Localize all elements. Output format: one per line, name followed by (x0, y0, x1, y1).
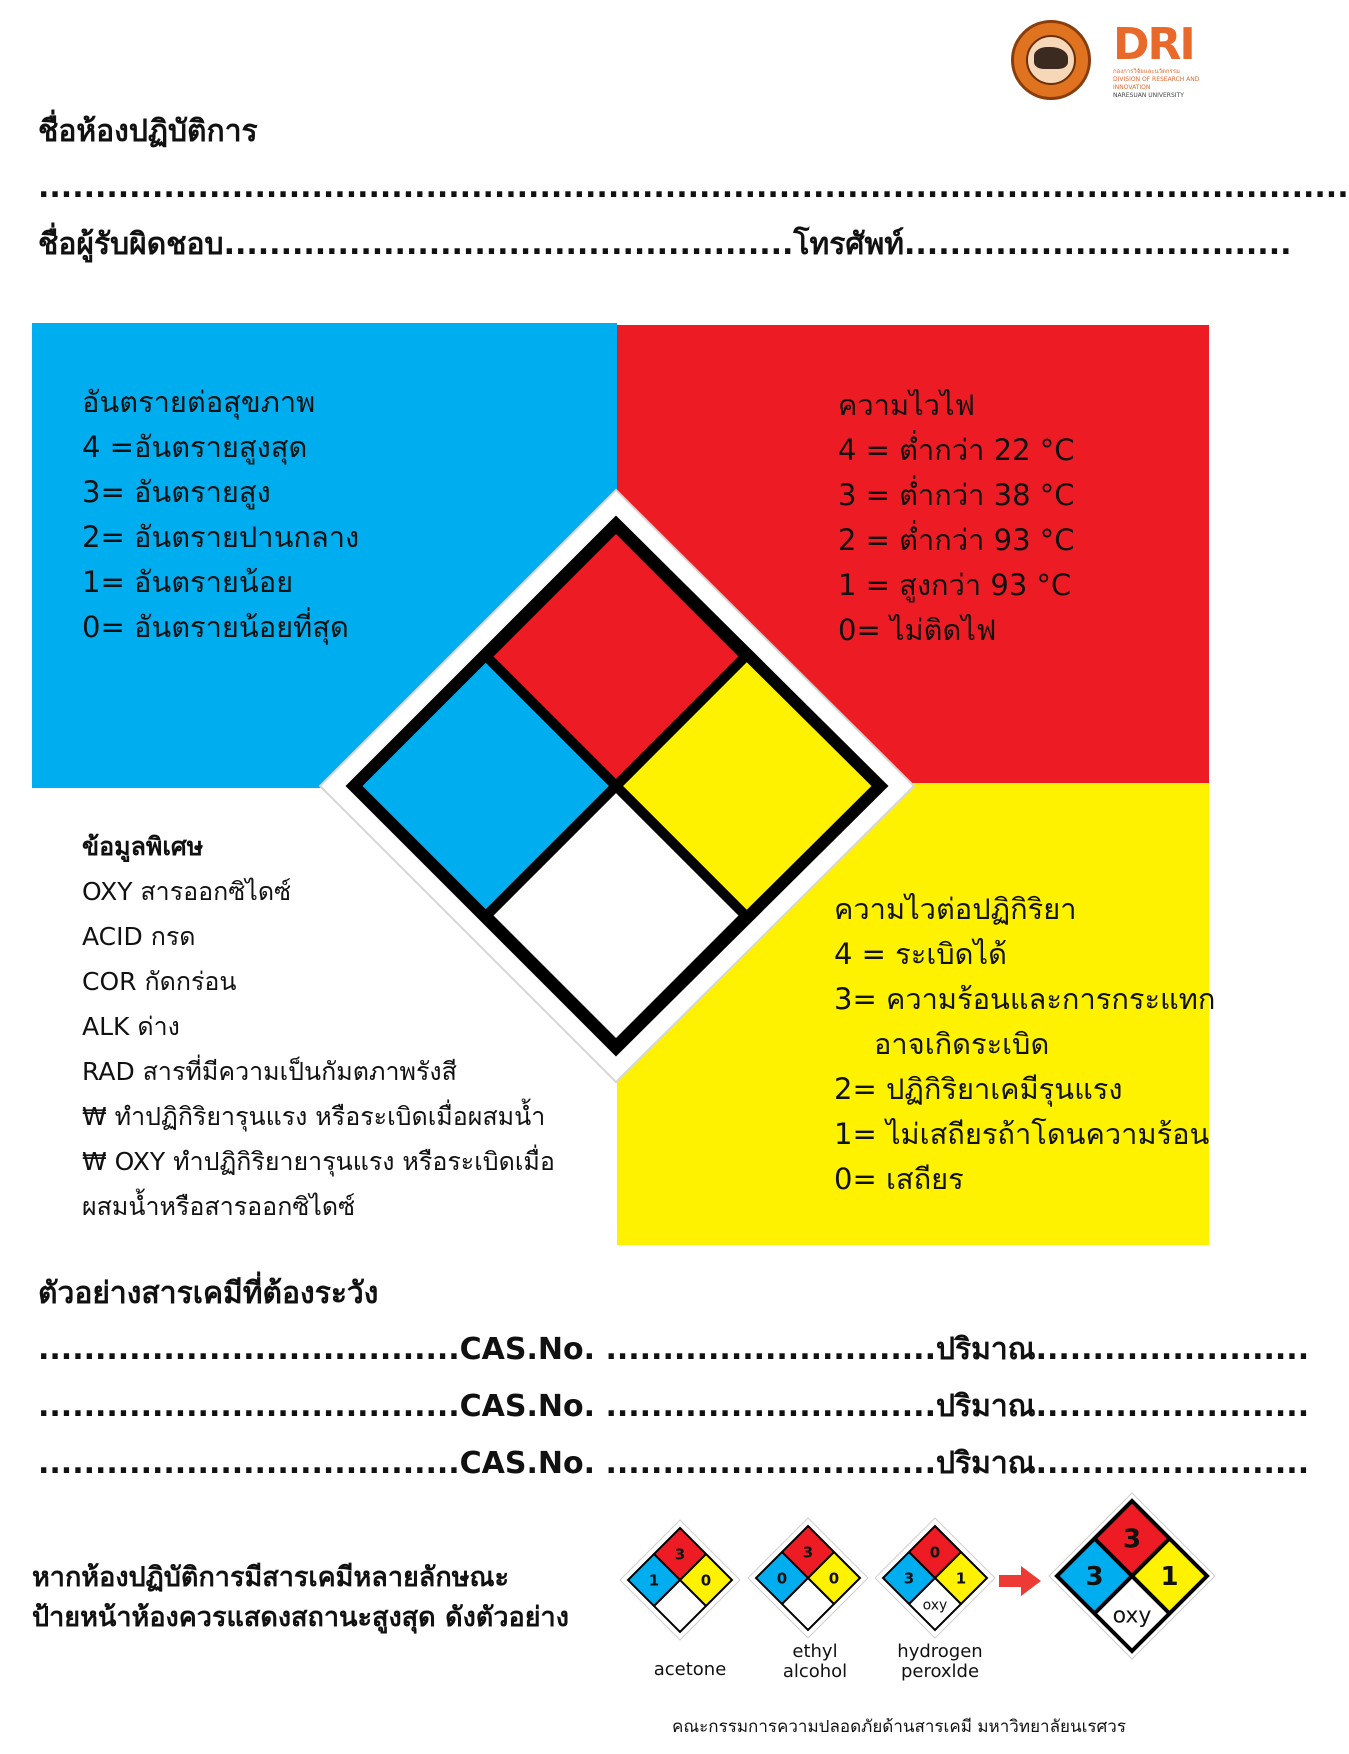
health-number: 1 (648, 1571, 660, 1590)
example-name: acetone (653, 1659, 727, 1680)
special-item: ₩ ทำปฏิกิริยารุนแรง หรือระเบิดเมื่อผสมน้ำ (82, 1102, 546, 1131)
flammability-item: 0= ไม่ติดไฟ (838, 613, 997, 647)
example-name: hydrogen (897, 1641, 983, 1662)
flammability-number: 0 (929, 1543, 941, 1562)
example-diamond-hydrogen-peroxide (875, 1518, 995, 1638)
dri-mark: DRI (1113, 19, 1194, 70)
health-number: 3 (1085, 1562, 1104, 1593)
reactivity-item: 0= เสถียร (834, 1162, 964, 1196)
university-seal-logo (1011, 20, 1091, 100)
reactivity-title: ความไวต่อปฏิกิริยา (834, 892, 1077, 926)
special-text: oxy (922, 1597, 948, 1614)
dri-line-1: กองการวิจัยและนวัตกรรม (1113, 68, 1180, 75)
example-diamond-ethyl-alcohol (748, 1518, 868, 1638)
reactivity-number: 0 (828, 1569, 840, 1588)
reactivity-item: 4 = ระเบิดได้ (834, 937, 1007, 971)
health-item: 2= อันตรายปานกลาง (82, 520, 360, 554)
health-title: อันตรายต่อสุขภาพ (82, 385, 316, 419)
reactivity-item: 2= ปฏิกิริยาเคมีรุนแรง (834, 1072, 1123, 1106)
chemicals-title: ตัวอย่างสารเคมีที่ต้องระวัง (38, 1276, 379, 1311)
flammability-number: 3 (1122, 1524, 1142, 1555)
note-line-2: ป้ายหน้าห้องควรแสดงสถานะสูงสุด ดังตัวอย่าง (32, 1602, 569, 1633)
example-name: peroxlde (900, 1661, 980, 1682)
example-name: ethyl (792, 1641, 838, 1662)
reactivity-number: 1 (1160, 1562, 1179, 1593)
health-number: 0 (776, 1569, 788, 1588)
health-item: 3= อันตรายสูง (82, 475, 271, 509)
example-name: alcohol (782, 1661, 848, 1682)
health-item: 0= อันตรายน้อยที่สุด (82, 610, 349, 644)
flammability-item: 1 = สูงกว่า 93 °C (838, 568, 1072, 602)
special-item: ALK ด่าง (82, 1012, 180, 1041)
special-title: ข้อมูลพิเศษ (82, 832, 204, 861)
health-item: 4 =อันตรายสูงสุด (82, 430, 308, 464)
chemical-row-field[interactable]: .....................................CAS.No. .............................ปริมาณ........................ (38, 1332, 1310, 1367)
dri-line-3: NARESUAN UNIVERSITY (1113, 92, 1184, 99)
lab-name-label: ชื่อห้องปฏิบัติการ (38, 114, 258, 149)
chemical-row-field[interactable]: .....................................CAS.No. .............................ปริมาณ........................ (38, 1389, 1310, 1424)
flammability-item: 4 = ต่ำกว่า 22 °C (838, 433, 1075, 467)
responsible-phone-field[interactable]: ชื่อผู้รับผิดชอบ..................................................โทรศัพท์.................................. (38, 227, 1292, 262)
special-item: OXY สารออกซิไดซ์ (82, 877, 292, 906)
footer-text: คณะกรรมการความปลอดภัยด้านสารเคมี มหาวิทยาลัยนเรศวร (672, 1717, 1126, 1737)
flammability-item: 2 = ต่ำกว่า 93 °C (838, 523, 1075, 557)
result-diamond (1049, 1493, 1215, 1659)
special-item: COR กัดกร่อน (82, 967, 237, 996)
special-item: ผสมน้ำหรือสารออกซิไดซ์ (82, 1192, 356, 1221)
flammability-item: 3 = ต่ำกว่า 38 °C (838, 478, 1075, 512)
flammability-number: 3 (674, 1545, 686, 1564)
reactivity-number: 0 (700, 1571, 712, 1590)
flammability-number: 3 (802, 1543, 814, 1562)
reactivity-item: 3= ความร้อนและการกระแทก (834, 982, 1216, 1016)
special-text: oxy (1112, 1603, 1152, 1629)
dri-line-2: DIVISION OF RESEARCH AND INNOVATION (1113, 76, 1200, 91)
right-arrow-icon (999, 1566, 1041, 1596)
chemical-row-field[interactable]: .....................................CAS.No. .............................ปริมาณ........................ (38, 1446, 1310, 1481)
health-number: 3 (903, 1569, 915, 1588)
elephant-icon (1034, 47, 1068, 69)
lab-name-field[interactable]: ................................................................................................................... (38, 170, 1349, 205)
note-line-1: หากห้องปฏิบัติการมีสารเคมีหลายลักษณะ (32, 1562, 510, 1593)
special-item: RAD สารที่มีความเป็นกัมตภาพรังสี (82, 1057, 457, 1086)
reactivity-item: 1= ไม่เสถียรถ้าโดนความร้อน (834, 1117, 1210, 1151)
special-item: ₩ OXY ทำปฏิกิริยายารุนแรง หรือระเบิดเมื่อ (82, 1147, 555, 1176)
special-item: ACID กรด (82, 922, 196, 951)
dri-logo (1113, 19, 1223, 102)
reactivity-item: อาจเกิดระเบิด (874, 1027, 1050, 1061)
health-item: 1= อันตรายน้อย (82, 565, 294, 599)
flammability-title: ความไวไฟ (838, 388, 976, 422)
example-diamond-acetone (620, 1520, 740, 1640)
example-diamonds (625, 1480, 1235, 1650)
reactivity-number: 1 (955, 1569, 967, 1588)
